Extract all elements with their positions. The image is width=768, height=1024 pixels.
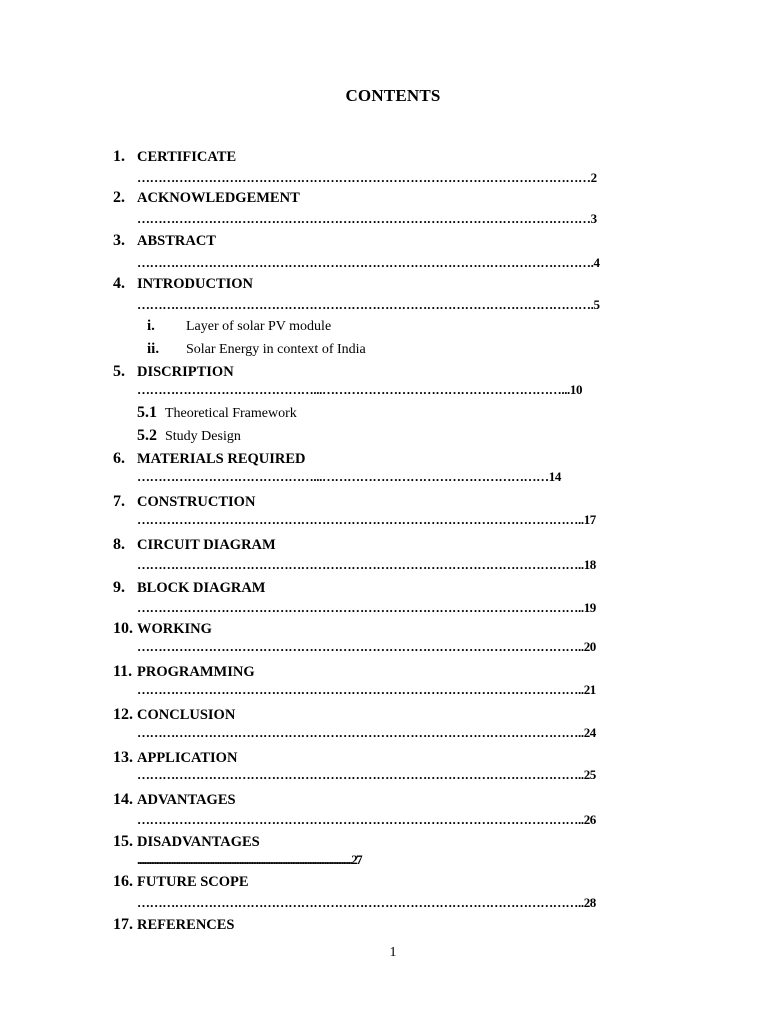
entry-number: 6. (113, 450, 125, 467)
entry-label-abstract: ABSTRACT (137, 233, 216, 249)
entry-label-references: REFERENCES (137, 917, 235, 933)
entry-number: 9. (113, 579, 125, 596)
entry-number: 8. (113, 536, 125, 553)
subitem-text: Solar Energy in context of India (186, 342, 366, 357)
subitem-marker: 5.2 (137, 427, 157, 444)
subitem-text: Layer of solar PV module (186, 319, 332, 334)
subitem-text: Theoretical Framework (165, 406, 297, 421)
entry-label-introduction: INTRODUCTION (137, 276, 254, 292)
entry-number: 2. (113, 189, 125, 206)
page-title: CONTENTS (345, 86, 441, 105)
entry-leader-page: ……………………………………………………………………………………………..18 (137, 557, 596, 572)
entry-leader-page: ……………………………………………………………………………………………..17 (137, 512, 596, 527)
entry-number: 14. (113, 791, 133, 808)
entry-leader-page: ……………………………………………………………………………………………..25 (137, 767, 596, 782)
entry-leader-page: ..............................................................................................................................27 (137, 852, 362, 867)
entry-leader-page: ……………………………………………………………………………………………….4 (137, 255, 600, 270)
entry-number: 15. (113, 833, 133, 850)
entry-leader-page: ……………………………………………………………………………………………….5 (137, 297, 600, 312)
entry-leader-page: ……………………………………………………………………………………………..19 (137, 600, 596, 615)
entry-label-programming: PROGRAMMING (137, 664, 255, 680)
entry-leader-page: ……………………………………...…………………………………………………...10 (137, 382, 583, 397)
subitem-text: Study Design (165, 429, 241, 444)
entry-label-conclusion: CONCLUSION (137, 707, 236, 723)
entry-leader-page: ………………………………………………………………………………………………2 (137, 170, 597, 185)
entry-leader-page: ……………………………………...………………………………………………14 (137, 469, 561, 484)
entry-label-construction: CONSTRUCTION (137, 494, 256, 510)
subitem-marker: i. (147, 318, 155, 334)
entry-label-advantages: ADVANTAGES (137, 792, 236, 808)
subitem-marker: ii. (147, 341, 160, 357)
entry-number: 5. (113, 363, 125, 380)
entry-label-acknowledgement: ACKNOWLEDGEMENT (137, 190, 300, 206)
entry-label-future-scope: FUTURE SCOPE (137, 874, 249, 890)
subitem-marker: 5.1 (137, 404, 157, 421)
entry-leader-page: ………………………………………………………………………………………………3 (137, 211, 597, 226)
entry-number: 16. (113, 873, 133, 890)
entry-leader-page: ……………………………………………………………………………………………..24 (137, 725, 596, 740)
entry-number: 10. (113, 620, 133, 637)
page-number: 1 (389, 945, 397, 960)
entry-number: 3. (113, 232, 125, 249)
entry-leader-page: ……………………………………………………………………………………………..20 (137, 639, 596, 654)
entry-number: 1. (113, 148, 125, 165)
entry-number: 11. (113, 663, 133, 680)
entry-number: 7. (113, 493, 125, 510)
entry-number: 4. (113, 275, 125, 292)
entry-leader-page: ……………………………………………………………………………………………..26 (137, 812, 596, 827)
entry-leader-page: ……………………………………………………………………………………………..21 (137, 682, 596, 697)
entry-label-block-diagram: BLOCK DIAGRAM (137, 580, 266, 596)
entry-label-disadvantages: DISADVANTAGES (137, 834, 260, 850)
entry-number: 17. (113, 916, 133, 933)
entry-leader-page: ……………………………………………………………………………………………..28 (137, 895, 596, 910)
entry-number: 12. (113, 706, 133, 723)
entry-number: 13. (113, 749, 133, 766)
entry-label-application: APPLICATION (137, 750, 238, 766)
entry-label-circuit-diagram: CIRCUIT DIAGRAM (137, 537, 276, 553)
entry-label-materials-required: MATERIALS REQUIRED (137, 451, 306, 467)
entry-label-discription: DISCRIPTION (137, 364, 234, 380)
entry-label-certificate: CERTIFICATE (137, 149, 237, 165)
entry-label-working: WORKING (137, 621, 212, 637)
